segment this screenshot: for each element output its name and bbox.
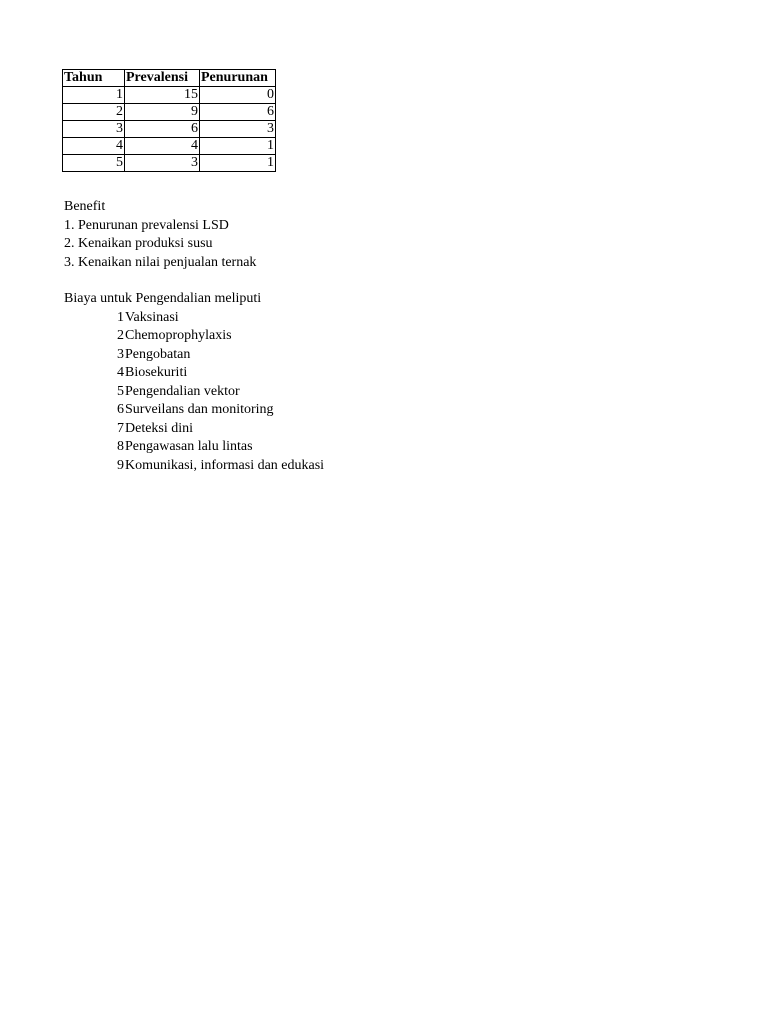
cell-tahun: 4 [63, 138, 125, 155]
cell-prevalensi: 3 [125, 155, 200, 172]
cell-prevalensi: 9 [125, 104, 200, 121]
cell-prevalensi: 6 [125, 121, 200, 138]
table-row [63, 155, 276, 172]
cost-item [64, 346, 324, 365]
cell-penurunan: 1 [200, 155, 276, 172]
cost-item [64, 438, 324, 457]
cell-tahun: 5 [63, 155, 125, 172]
cost-item-label: Surveilans dan monitoring [125, 402, 274, 417]
cost-item [64, 401, 324, 420]
table-row [63, 104, 276, 121]
costs-title: Biaya untuk Pengendalian meliputi [64, 291, 262, 306]
benefit-title: Benefit [64, 199, 106, 214]
cost-item-number: 1 [117, 309, 124, 325]
cost-item-number: 4 [117, 365, 124, 380]
cost-item [64, 457, 324, 476]
cost-item [64, 383, 324, 402]
cell-tahun: 3 [63, 121, 125, 138]
cost-item-number: 3 [117, 346, 124, 362]
cost-item-number: 9 [117, 457, 124, 473]
table-row [63, 87, 276, 104]
cost-item-number: 2 [117, 328, 124, 343]
cell-prevalensi: 4 [125, 138, 200, 155]
cell-penurunan: 6 [200, 104, 276, 121]
cost-item-label: Pengawasan lalu lintas [125, 439, 253, 454]
cost-item-label: Komunikasi, informasi dan edukasi [125, 457, 325, 473]
benefit-item: 1. Penurunan prevalensi LSD [64, 217, 229, 233]
benefit-item: 3. Kenaikan nilai penjualan ternak [64, 254, 257, 270]
cost-item-number: 7 [117, 420, 124, 436]
header-prevalensi: Prevalensi [125, 70, 200, 87]
cost-item-label: Vaksinasi [125, 309, 179, 325]
cell-tahun: 2 [63, 104, 125, 121]
table-row [63, 121, 276, 138]
cost-item-label: Pengendalian vektor [125, 383, 240, 399]
cost-item [64, 327, 324, 346]
benefit-item: 2. Kenaikan produksi susu [64, 236, 213, 251]
table-header-row [63, 70, 276, 87]
cost-item-label: Pengobatan [125, 346, 191, 362]
cost-item-label: Biosekuriti [125, 365, 188, 380]
cost-item-number: 5 [117, 383, 124, 399]
cost-item [64, 420, 324, 439]
cell-prevalensi: 15 [125, 87, 200, 104]
cell-penurunan: 0 [200, 87, 276, 104]
cost-item [64, 364, 324, 383]
benefit-section [64, 198, 256, 272]
cost-item-number: 6 [117, 402, 124, 417]
cell-penurunan: 3 [200, 121, 276, 138]
header-tahun: Tahun [63, 70, 125, 87]
cell-penurunan: 1 [200, 138, 276, 155]
cost-item-label: Chemoprophylaxis [125, 328, 232, 343]
cost-item [64, 309, 324, 328]
table-row [63, 138, 276, 155]
cost-item-label: Deteksi dini [125, 420, 194, 436]
prevalence-table [62, 69, 276, 172]
cost-item-number: 8 [117, 439, 124, 454]
costs-section [64, 290, 324, 475]
header-penurunan: Penurunan [200, 70, 276, 87]
cell-tahun: 1 [63, 87, 125, 104]
